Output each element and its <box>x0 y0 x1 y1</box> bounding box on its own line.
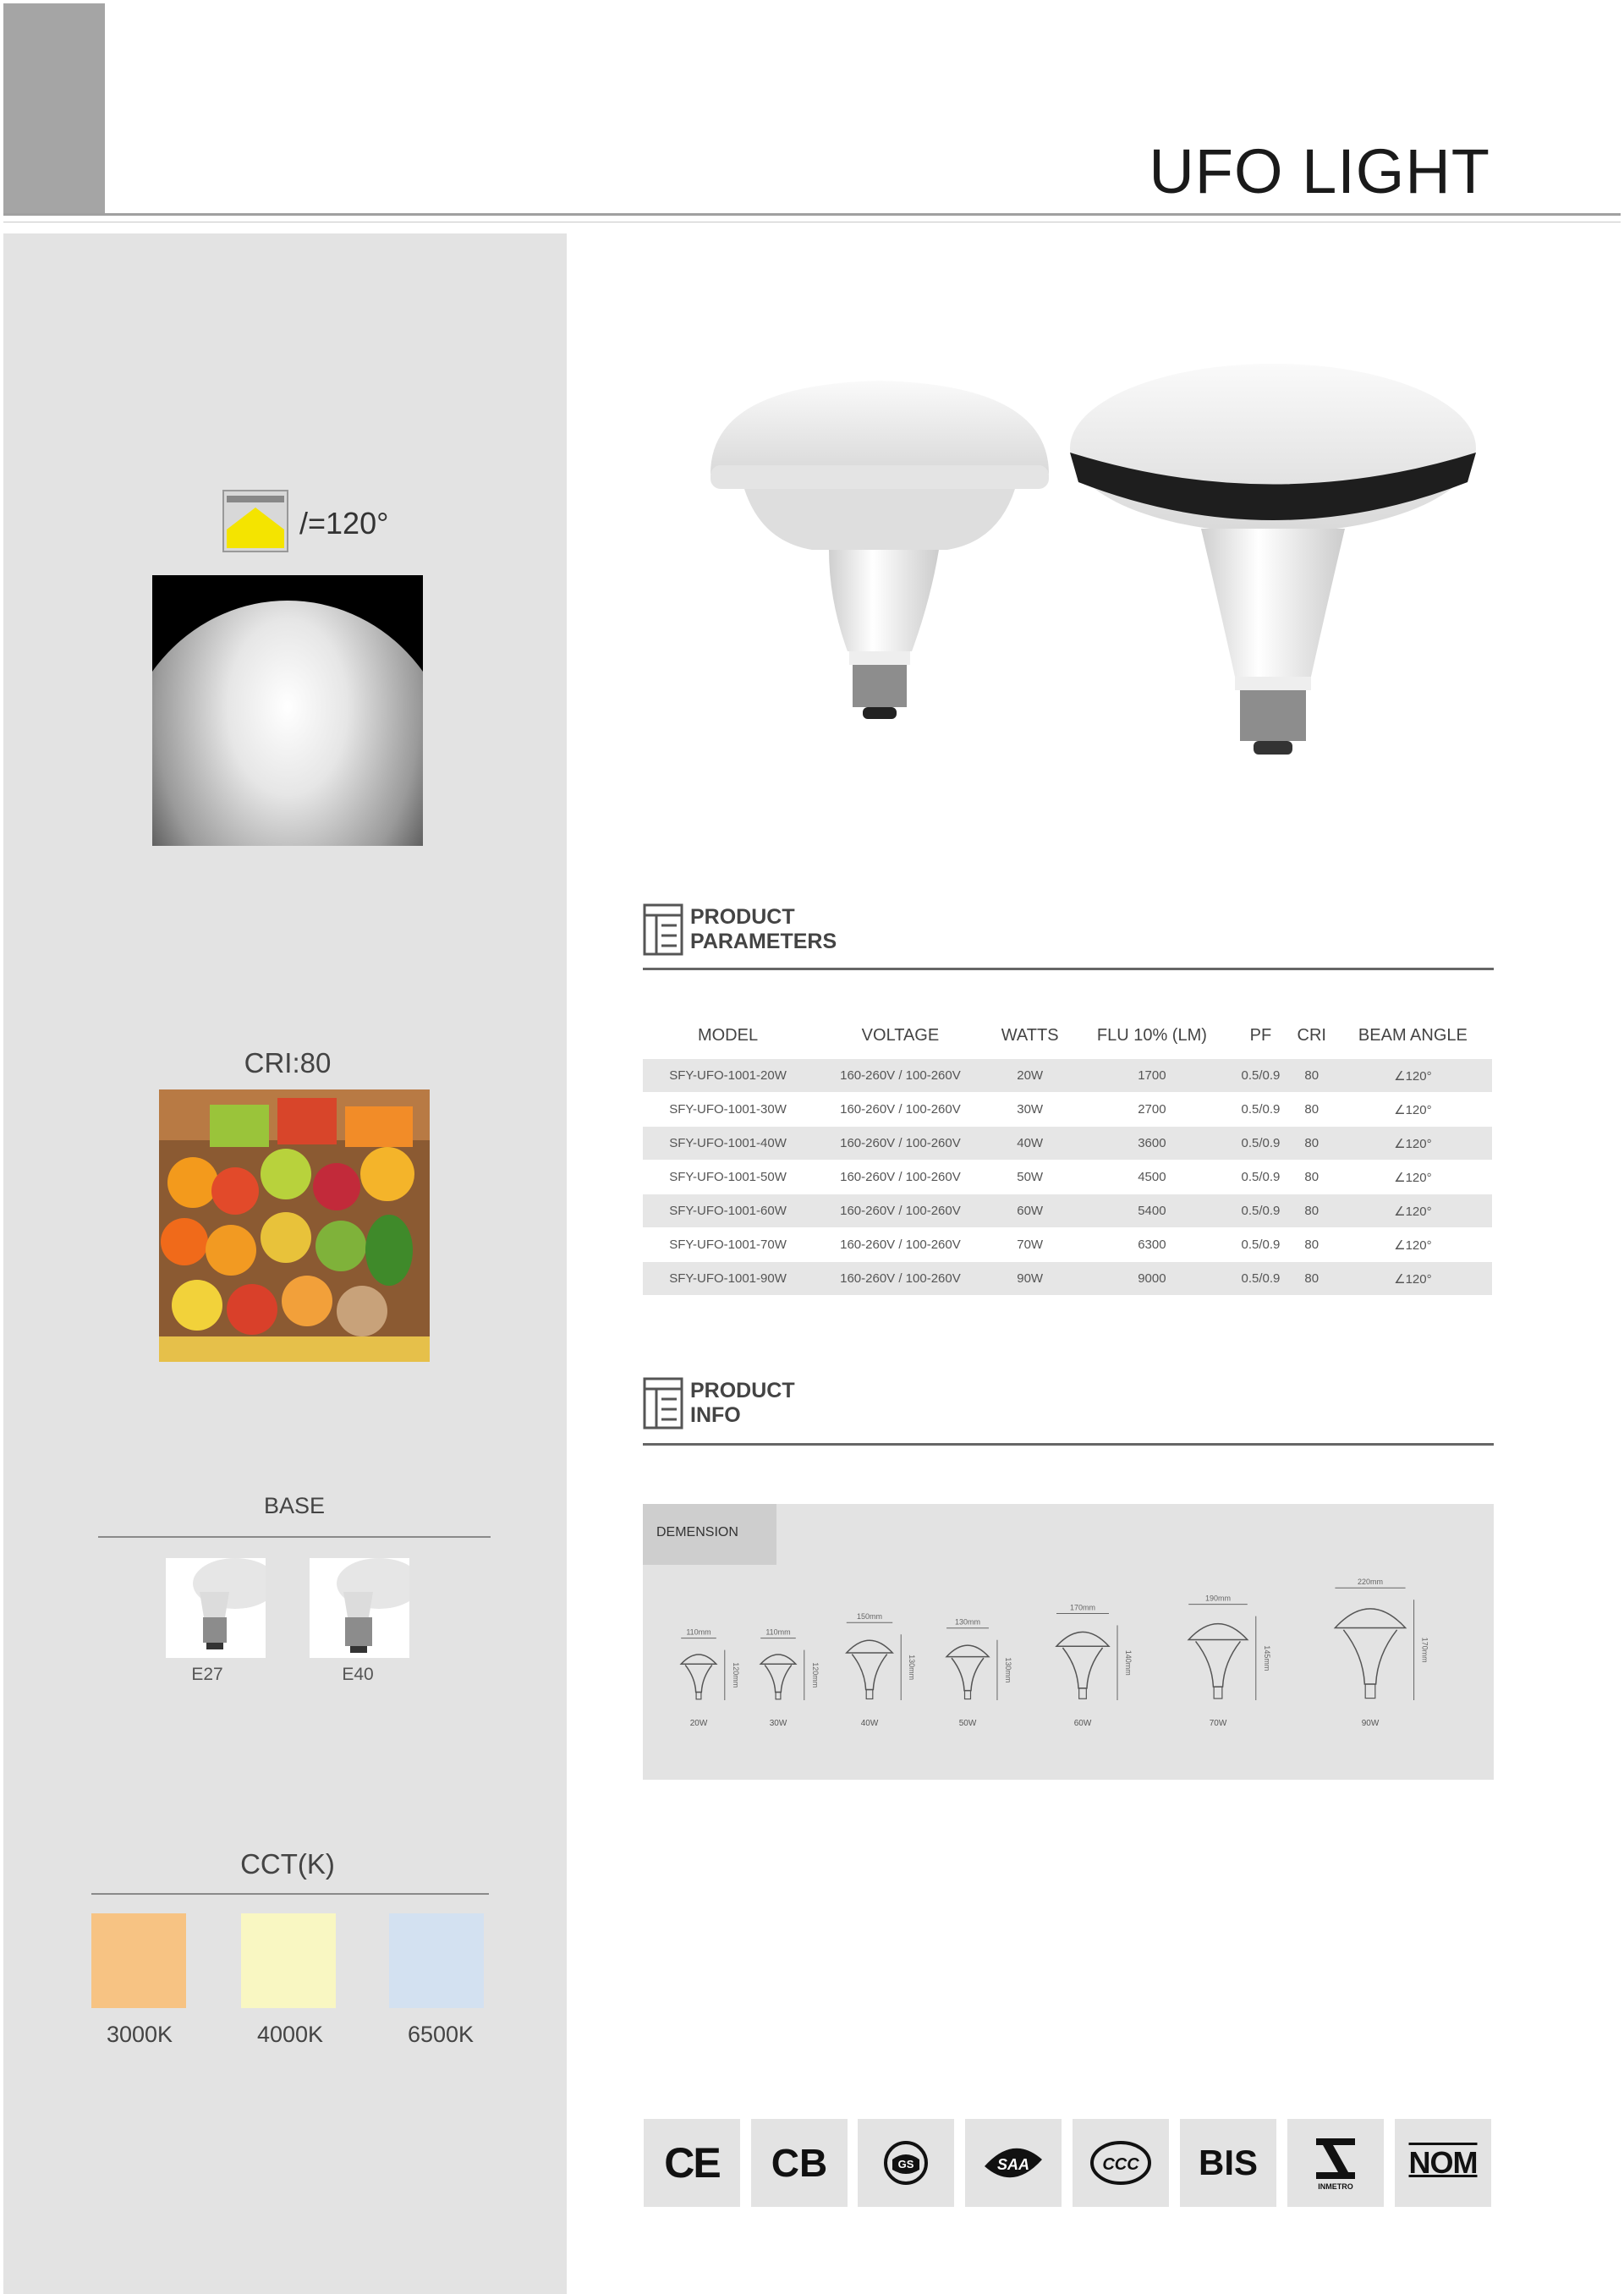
table-cell: 6300 <box>1073 1228 1232 1262</box>
table-row <box>643 1262 1492 1296</box>
parameters-heading-line2: PARAMETERS <box>690 930 837 953</box>
table-cell: 30W <box>988 1093 1073 1127</box>
header-accent-block <box>3 3 105 215</box>
parameters-heading-text <box>690 905 837 954</box>
dimension-lamp-drawing <box>760 1628 820 1728</box>
table-cell: ∠120° <box>1334 1127 1492 1161</box>
table-cell: 0.5/0.9 <box>1232 1127 1289 1161</box>
dimension-tab-label: DEMENSION <box>656 1525 738 1539</box>
saa-logo <box>965 2119 1062 2207</box>
table-cell: 0.5/0.9 <box>1232 1228 1289 1262</box>
gs-logo <box>858 2119 954 2207</box>
list-document-icon <box>643 903 683 956</box>
ccc-logo-text: CCC <box>1102 2155 1139 2174</box>
dimension-watt-label: 70W <box>1209 1719 1227 1728</box>
table-cell: SFY-UFO-1001-90W <box>643 1262 813 1296</box>
dimension-height-label: 145mm <box>1262 1645 1271 1671</box>
table-cell: SFY-UFO-1001-60W <box>643 1194 813 1228</box>
nom-logo <box>1395 2119 1491 2207</box>
dimension-height-label: 130mm <box>908 1655 917 1681</box>
cct-divider <box>91 1893 489 1895</box>
table-cell: 80 <box>1290 1059 1334 1093</box>
cb-logo-text: CB <box>771 2141 828 2185</box>
dimension-height-label: 120mm <box>810 1662 820 1688</box>
base-e27-thumbnail <box>166 1558 266 1658</box>
ce-logo-text: CE <box>664 2139 720 2187</box>
table-cell: 2700 <box>1073 1093 1232 1127</box>
dimension-watt-label: 30W <box>769 1719 787 1728</box>
table-cell: 80 <box>1290 1262 1334 1296</box>
column-header: PF <box>1249 1025 1272 1045</box>
inmetro-logo <box>1287 2119 1384 2207</box>
table-cell: ∠120° <box>1334 1059 1492 1093</box>
parameters-table <box>643 1012 1492 1296</box>
dimension-watt-label: 50W <box>958 1719 977 1728</box>
dimension-width-label: 220mm <box>1357 1578 1384 1587</box>
parameters-divider <box>643 968 1494 970</box>
table-cell: 0.5/0.9 <box>1232 1093 1289 1127</box>
ccc-logo <box>1073 2119 1169 2207</box>
table-cell: 60W <box>988 1194 1073 1228</box>
dimension-lamp-drawing <box>1335 1578 1429 1728</box>
cct-swatch-3000k <box>91 1913 186 2008</box>
dimension-lamp-drawing <box>681 1628 740 1728</box>
dimension-width-label: 190mm <box>1204 1594 1232 1603</box>
base-e27-label: E27 <box>191 1665 223 1684</box>
cct-label-3000k: 3000K <box>106 2022 173 2047</box>
table-cell: 80 <box>1290 1194 1334 1228</box>
dimension-height-label: 170mm <box>1420 1637 1429 1663</box>
ccc-mark-icon <box>1087 2138 1155 2188</box>
table-row <box>643 1228 1492 1262</box>
table-cell: 9000 <box>1073 1262 1232 1296</box>
column-header: CRI <box>1297 1025 1326 1045</box>
base-divider <box>98 1536 491 1538</box>
column-header: FLU 10% (LM) <box>1096 1025 1207 1045</box>
table-cell: 4500 <box>1073 1161 1232 1194</box>
table-cell: SFY-UFO-1001-40W <box>643 1127 813 1161</box>
table-cell: SFY-UFO-1001-50W <box>643 1161 813 1194</box>
cb-logo <box>751 2119 848 2207</box>
table-cell: 160-260V / 100-260V <box>813 1059 988 1093</box>
dimension-watt-label: 20W <box>689 1719 708 1728</box>
table-cell: 160-260V / 100-260V <box>813 1161 988 1194</box>
nom-logo-text: NOM <box>1408 2145 1478 2180</box>
column-header: MODEL <box>697 1025 759 1045</box>
fruit-market-photo <box>159 1089 430 1362</box>
dimension-height-label: 130mm <box>1003 1657 1012 1683</box>
bis-logo-text: BIS <box>1198 2143 1258 2182</box>
table-cell: ∠120° <box>1334 1228 1492 1262</box>
table-cell: ∠120° <box>1334 1262 1492 1296</box>
table-row <box>643 1194 1492 1228</box>
table-row <box>643 1059 1492 1093</box>
beam-angle-label: /=120° <box>299 506 389 541</box>
table-cell: 3600 <box>1073 1127 1232 1161</box>
base-e40-thumbnail <box>310 1558 409 1658</box>
table-cell: SFY-UFO-1001-70W <box>643 1228 813 1262</box>
info-heading-line1: PRODUCT <box>690 1379 795 1402</box>
table-cell: 160-260V / 100-260V <box>813 1262 988 1296</box>
product-photo-ufo-bulbs <box>694 347 1489 761</box>
dimension-watt-label: 40W <box>860 1719 879 1728</box>
column-header: WATTS <box>1001 1025 1059 1045</box>
dimension-lamp-drawing <box>1188 1594 1271 1728</box>
table-row <box>643 1093 1492 1127</box>
table-cell: 160-260V / 100-260V <box>813 1228 988 1262</box>
dimension-lamp-drawing <box>946 1618 1012 1728</box>
table-cell: 80 <box>1290 1161 1334 1194</box>
cct-title: CCT(K) <box>240 1848 335 1880</box>
table-cell: SFY-UFO-1001-20W <box>643 1059 813 1093</box>
dimension-lamp-drawing <box>1056 1603 1133 1728</box>
table-cell: SFY-UFO-1001-30W <box>643 1093 813 1127</box>
table-cell: 1700 <box>1073 1059 1232 1093</box>
column-header: BEAM ANGLE <box>1358 1025 1468 1045</box>
info-divider <box>643 1443 1494 1446</box>
saa-logo-text: SAA <box>996 2156 1030 2173</box>
table-cell: 80 <box>1290 1127 1334 1161</box>
dimension-width-label: 170mm <box>1069 1603 1096 1612</box>
table-header-row <box>643 1012 1492 1059</box>
cct-swatch-6500k <box>389 1913 484 2008</box>
dimension-width-label: 130mm <box>954 1617 981 1627</box>
dimension-watt-label: 60W <box>1073 1719 1092 1728</box>
gs-mark-icon <box>881 2138 931 2188</box>
table-cell: 20W <box>988 1059 1073 1093</box>
info-heading <box>643 1377 981 1445</box>
ce-logo <box>644 2119 740 2207</box>
table-cell: 160-260V / 100-260V <box>813 1093 988 1127</box>
list-document-icon <box>643 1377 683 1430</box>
table-row <box>643 1127 1492 1161</box>
table-cell: 80 <box>1290 1228 1334 1262</box>
table-cell: 70W <box>988 1228 1073 1262</box>
inmetro-logo-text: INMETRO <box>1318 2182 1353 2191</box>
info-heading-line2: INFO <box>690 1403 741 1427</box>
dimension-width-label: 150mm <box>856 1612 883 1622</box>
cct-label-4000k: 4000K <box>256 2022 324 2047</box>
table-cell: 160-260V / 100-260V <box>813 1127 988 1161</box>
dimension-width-label: 110mm <box>765 1627 791 1637</box>
table-cell: 5400 <box>1073 1194 1232 1228</box>
dimension-watt-label: 90W <box>1361 1719 1380 1728</box>
parameters-heading-line1: PRODUCT <box>690 905 795 929</box>
dimension-drawings <box>643 1565 1494 1734</box>
dimension-width-label: 110mm <box>686 1627 711 1637</box>
saa-mark-icon <box>979 2138 1047 2188</box>
table-cell: 80 <box>1290 1093 1334 1127</box>
table-cell: 90W <box>988 1262 1073 1296</box>
table-cell: 0.5/0.9 <box>1232 1161 1289 1194</box>
cri-title: CRI:80 <box>244 1047 332 1078</box>
parameters-heading <box>643 903 981 971</box>
gs-logo-text: GS <box>897 2158 914 2171</box>
table-row <box>643 1161 1492 1194</box>
base-e40-label: E40 <box>342 1665 374 1684</box>
page-title: UFO LIGHT <box>1149 136 1490 206</box>
bis-logo <box>1180 2119 1276 2207</box>
base-title: BASE <box>263 1493 326 1518</box>
beam-angle-icon <box>222 489 289 553</box>
table-cell: 160-260V / 100-260V <box>813 1194 988 1228</box>
table-cell: 0.5/0.9 <box>1232 1262 1289 1296</box>
table-cell: 50W <box>988 1161 1073 1194</box>
beam-spread-photo <box>152 575 423 846</box>
cct-swatch-4000k <box>241 1913 336 2008</box>
table-cell: 40W <box>988 1127 1073 1161</box>
cct-label-6500k: 6500K <box>407 2022 475 2047</box>
dimension-height-label: 120mm <box>731 1662 740 1688</box>
column-header: VOLTAGE <box>861 1025 940 1045</box>
dimension-lamp-drawing <box>847 1612 916 1728</box>
info-heading-text <box>690 1379 795 1428</box>
table-cell: ∠120° <box>1334 1161 1492 1194</box>
table-cell: ∠120° <box>1334 1093 1492 1127</box>
table-cell: 0.5/0.9 <box>1232 1059 1289 1093</box>
header-divider <box>3 213 1621 216</box>
table-cell: ∠120° <box>1334 1194 1492 1228</box>
table-cell: 0.5/0.9 <box>1232 1194 1289 1228</box>
inmetro-mark-icon <box>1306 2133 1365 2192</box>
dimension-height-label: 140mm <box>1123 1649 1133 1676</box>
